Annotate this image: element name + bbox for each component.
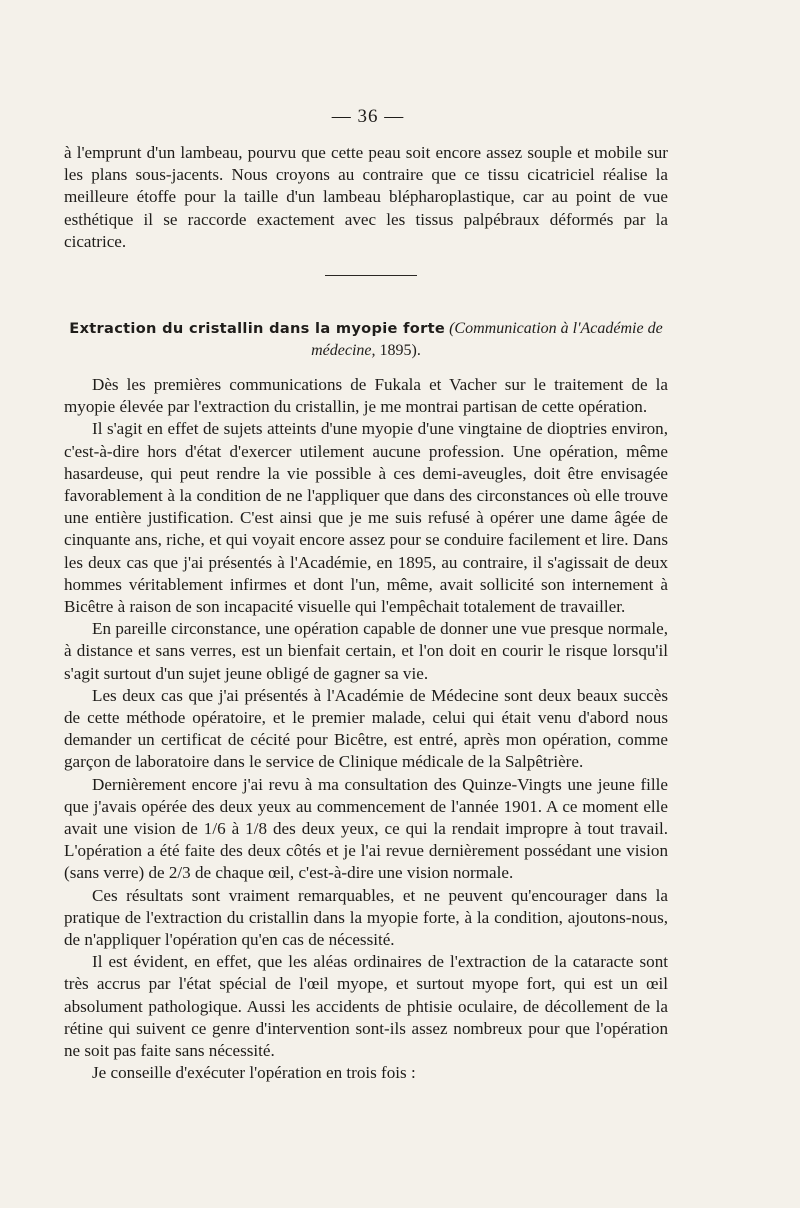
paragraph: Il est évident, en effet, que les aléas ordinaires de l'extraction de la cataracte sont très accrus par l'état spécial de l'œil myope, et surtout myope fort, qui est un œil absolument pathologique. Aussi les accidents de phtisie oculaire, de décollement de la rétine qui suivent ce genre d'intervention sont-ils assez nombreux pour que l'opération ne soit pas faite sans nécessité. xyxy=(64,952,668,1061)
paragraph: Je conseille d'exécuter l'opération en trois fois : xyxy=(92,1063,416,1083)
paragraph: Il s'agit en effet de sujets atteints d'une myopie d'une vingtaine de dioptries environ, c'est-à-dire hors d'état d'exercer utilement aucune profession. Une opération, même hasardeuse, qui peut rendre la vie possible à ces demi-aveugles, doit être envisagée favorablement à la condition de ne l'appliquer que dans des circonstances où elle trouve une entière justification. C'est ainsi que je me suis refusé à opérer une dame âgée de cinquante ans, riche, et qui voyait encore assez pour se conduire facilement et lire. Dans les deux cas que j'ai présentés à l'Académie, en 1895, au contraire, il s'agissait de deux hommes véritablement infirmes et dont l'un, même, avait sollicité son internement à Bicêtre à raison de son incapacité visuelle qui l'empêchait totalement de travailler. xyxy=(64,419,668,617)
paragraph: Les deux cas que j'ai présentés à l'Académie de Médecine sont deux beaux succès de cette méthode opératoire, et le premier malade, celui qui était venu d'abord nous demander un certificat de cécité pour Bicêtre, est entré, après mon opération, comme garçon de laboratoire dans le service de Clinique médicale de la Salpêtrière. xyxy=(64,685,668,772)
section-title-year: 1895). xyxy=(379,342,421,359)
intro-paragraph: à l'emprunt d'un lambeau, pourvu que cette peau soit encore assez souple et mobile sur les plans sous-jacents. Nous croyons au contraire que ce tissu cicatriciel réalise la meilleure étoffe pour la taille d'un lambeau blépharoplastique, car au point de vue esthétique il se raccorde exactement avec les tissus palpébraux déformés par la cicatrice. xyxy=(64,143,668,251)
paragraph: Ces résultats sont vraiment remarquables, et ne peuvent qu'encourager dans la pratique de l'extraction du cristallin dans la myopie forte, à la condition, ajoutons-nous, de n'appliquer l'opération qu'en cas de nécessité. xyxy=(64,885,668,950)
section-divider xyxy=(325,275,417,276)
intro-text xyxy=(64,142,668,253)
section-title xyxy=(64,318,668,362)
section-title-italic: (Communication à l'Académie de médecine, xyxy=(311,320,663,359)
paragraph: Dernièrement encore j'ai revu à ma consultation des Quinze-Vingts une jeune fille que j'avais opérée des deux yeux au commencement de l'année 1901. A ce moment elle avait une vision de 1/6 à 1/8 des deux yeux, ce qui la rendait impropre à tout travail. L'opération a été faite des deux côtés et je l'ai revue dernièrement possédant une vision (sans verre) de 2/3 de chaque œil, c'est-à-dire une vision normale. xyxy=(64,774,668,883)
section-title-main: Extraction du cristallin dans la myopie forte xyxy=(69,320,446,337)
paragraph: Dès les premières communications de Fukala et Vacher sur le traitement de la myopie élevée par l'extraction du cristallin, je me montrai partisan de cette opération. xyxy=(64,375,668,417)
main-text xyxy=(64,374,668,1085)
page-number: — 36 — xyxy=(331,106,405,127)
paragraph: En pareille circonstance, une opération capable de donner une vue presque normale, à distance et sans verres, est un bienfait certain, et l'on doit en courir le risque lorsqu'il s'agit surtout d'un sujet jeune obligé de gagner sa vie. xyxy=(64,619,668,683)
